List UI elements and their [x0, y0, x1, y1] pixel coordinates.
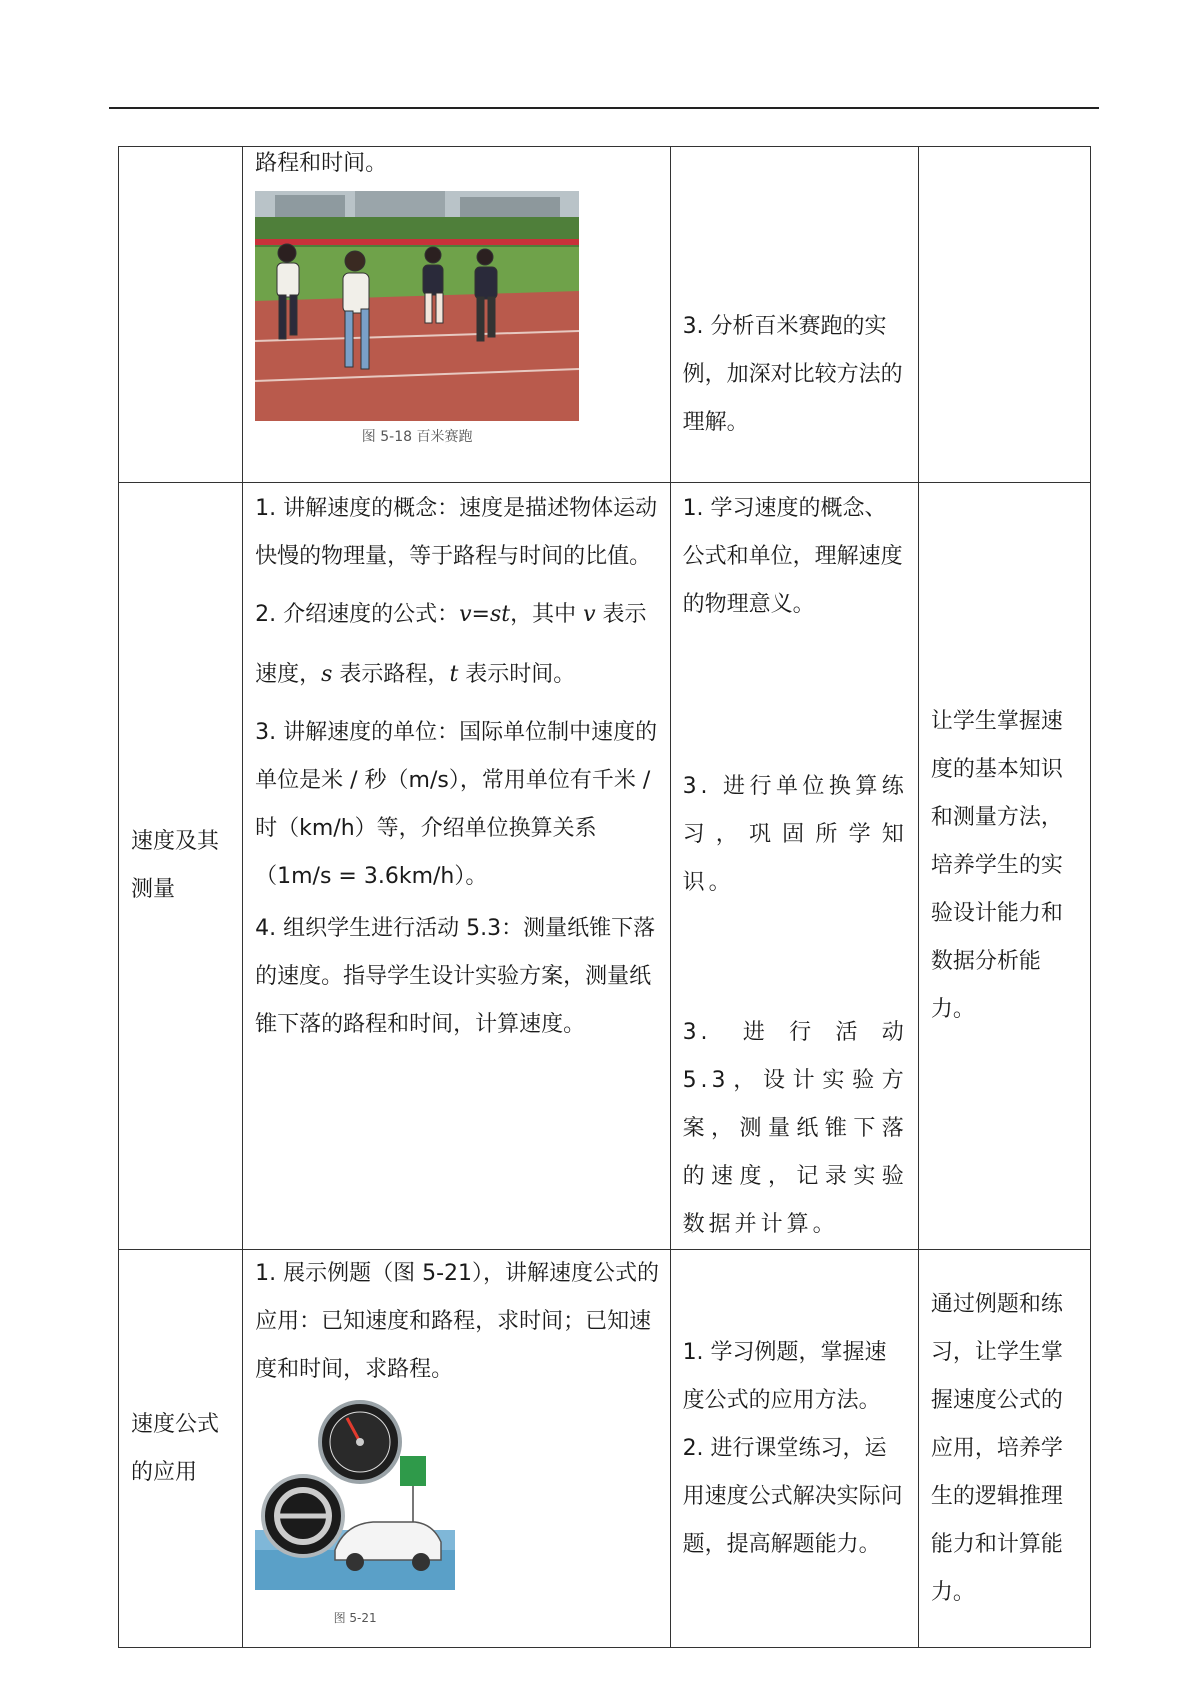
formula-text: ，其中: [510, 602, 584, 627]
teacher-step-4: 4. 组织学生进行活动 5.3：测量纸锥下落的速度。指导学生设计实验方案，测量纸锥下落的路程和时间，计算速度。: [255, 916, 656, 1037]
figure-caption: 图 5-18 百米赛跑: [361, 429, 473, 445]
symbol-s: s: [321, 662, 333, 687]
teacher-text: 路程和时间。: [255, 151, 388, 176]
sprint-race-photo: [255, 191, 579, 421]
table-row: [119, 1250, 1091, 1648]
student-step-2: 2. 进行课堂练习，运用速度公式解决实际问题，提高解题能力。: [682, 1435, 903, 1557]
topic-cell: [119, 1250, 243, 1648]
header-rule: [109, 107, 1099, 109]
student-text: 3. 分析百米赛跑的实例，加深对比较方法的理解。: [682, 313, 903, 435]
table-row: [119, 147, 1091, 483]
figure-caption: 图 5-21: [333, 1611, 377, 1625]
topic-cell: [119, 483, 243, 1250]
formula-intro: 2. 介绍速度的公式：: [255, 602, 460, 627]
student-activity-cell: [670, 483, 918, 1250]
design-intent-cell: [918, 147, 1090, 483]
student-activity-cell: [670, 147, 918, 483]
formula-text: 表示时间。: [458, 662, 576, 687]
design-intent-text: 让学生掌握速度的基本知识和测量方法，培养学生的实验设计能力和数据分析能力。: [930, 709, 1063, 1022]
student-step-3a: 3. 进行单位换算练习，巩固所学知识。: [682, 774, 908, 895]
teacher-step-1: 1. 讲解速度的概念：速度是描述物体运动快慢的物理量，等于路程与时间的比值。: [255, 496, 658, 569]
symbol-v: v: [583, 602, 596, 627]
teacher-activity-cell: [243, 1250, 670, 1648]
student-step-3b: 3. 进行活动 5.3，设计实验方案，测量纸锥下落的速度，记录实验数据并计算。: [682, 1020, 908, 1237]
design-intent-cell: [918, 483, 1090, 1250]
speedometer-car-illustration: [255, 1400, 455, 1606]
speed-formula: v=st: [459, 602, 511, 627]
topic-text: 速度及其测量: [131, 829, 220, 902]
design-intent-cell: [918, 1250, 1090, 1648]
symbol-t: t: [449, 662, 459, 687]
formula-text: 表示速度，: [255, 602, 647, 687]
design-intent-text: 通过例题和练习，让学生掌握速度公式的应用，培养学生的逻辑推理能力和计算能力。: [930, 1291, 1063, 1605]
table-row: [119, 483, 1091, 1250]
lesson-plan-table: [118, 146, 1091, 1648]
teacher-step-2: [255, 585, 659, 705]
teacher-activity-cell: [243, 147, 670, 483]
teacher-step-1: 1. 展示例题（图 5-21），讲解速度公式的应用：已知速度和路程，求时间；已知速度和时间，求路程。: [255, 1261, 660, 1382]
teacher-step-3: 3. 讲解速度的单位：国际单位制中速度的单位是米 / 秒（m/s），常用单位有千米 / 时（km/h）等，介绍单位换算关系（1m/s = 3.6km/h）。: [255, 720, 658, 889]
teacher-activity-cell: [243, 483, 670, 1250]
formula-text: 表示路程，: [332, 662, 450, 687]
student-step-1: 1. 学习速度的概念、公式和单位，理解速度的物理意义。: [682, 496, 903, 617]
topic-cell-empty: [119, 147, 243, 483]
student-step-1: 1. 学习例题，掌握速度公式的应用方法。: [682, 1339, 887, 1413]
student-activity-cell: [670, 1250, 918, 1648]
topic-text: 速度公式的应用: [131, 1411, 220, 1485]
